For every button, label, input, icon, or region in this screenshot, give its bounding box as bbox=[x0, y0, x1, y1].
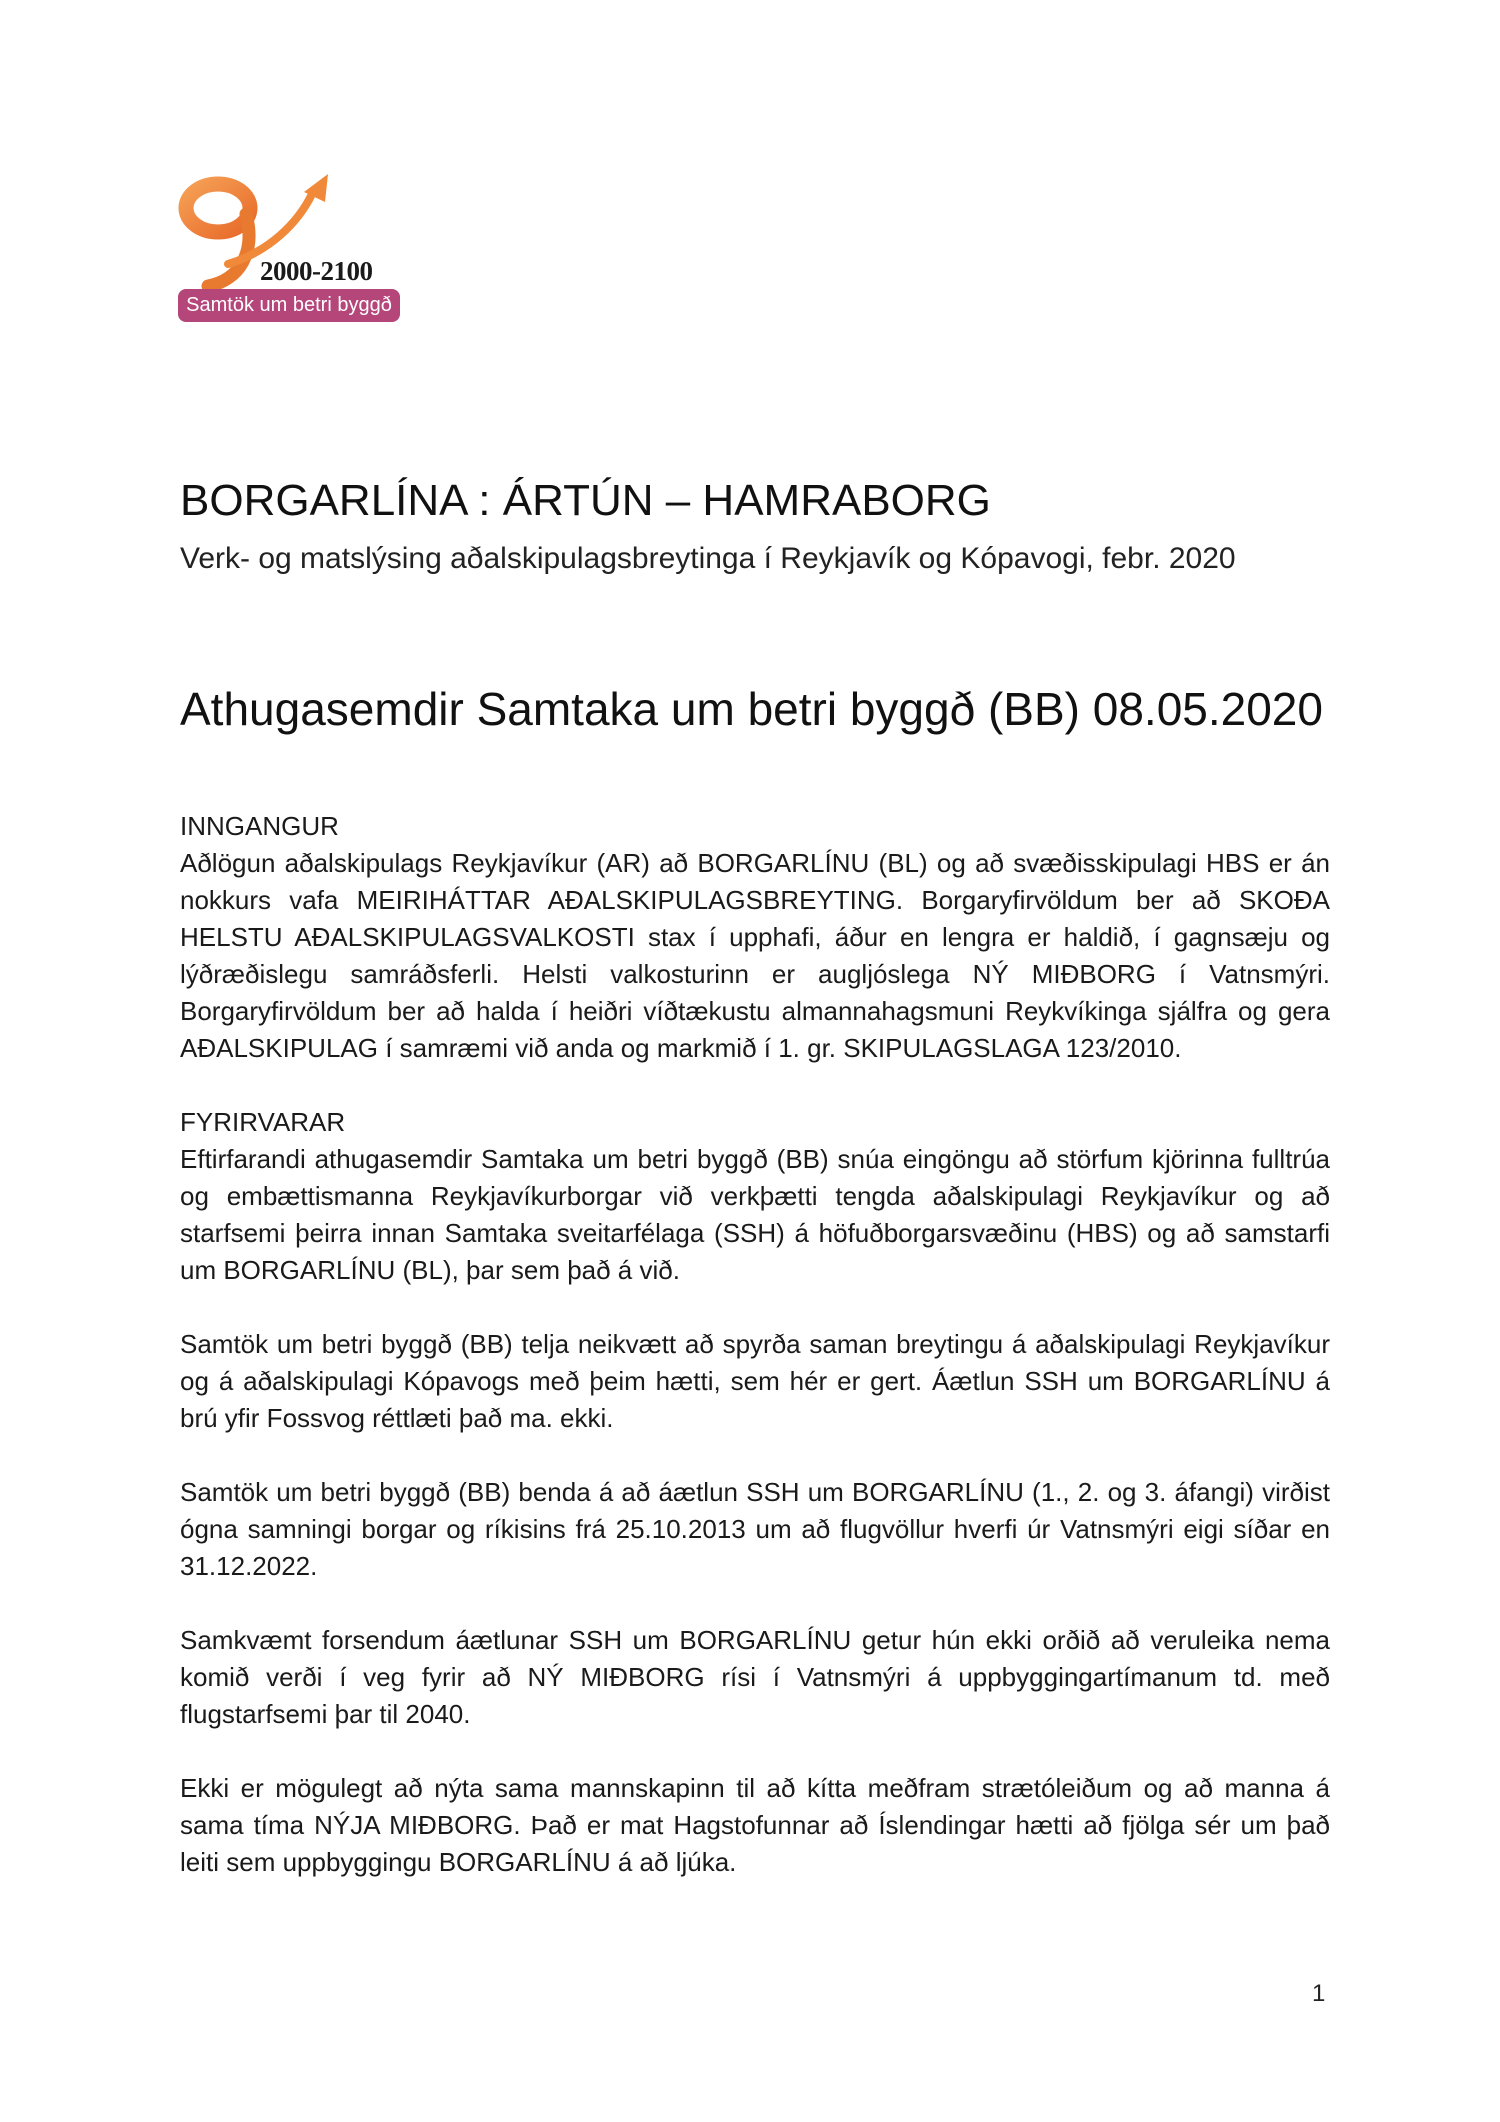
paragraph: Samtök um betri byggð (BB) telja neikvætt að spyrða saman breytingu á aðalskipulagi Reykjavíkur og á aðalskipulagi Kópavogs með þeim hætti, sem hér er gert. Áætlun SSH um BORGARLÍNU á brú yfir Fossvog réttlæti það ma. ekki. bbox=[180, 1329, 1330, 1433]
paragraph: Ekki er mögulegt að nýta sama mannskapinn til að kítta meðfram strætóleiðum og að manna á sama tíma NÝJA MIÐBORG. Það er mat Hagstofunnar að Íslendingar hætti að fjölga sér um það leiti sem uppbyggingu BORGARLÍNU á að ljúka. bbox=[180, 1773, 1330, 1877]
nine-shape bbox=[186, 184, 250, 232]
document-subtitle: Verk- og matslýsing aðalskipulagsbreytinga í Reykjavík og Kópavogi, febr. 2020 bbox=[180, 542, 1236, 575]
paragraph: Eftirfarandi athugasemdir Samtaka um betri byggð (BB) snúa eingöngu að störfum kjörinna fulltrúa og embættismanna Reykjavíkurborgar við verkþætti tengda aðalskipulagi Reykjavíkur og að starfsemi þeirra innan Samtaka sveitarfélaga (SSH) á höfuðborgarsvæðinu (HBS) og að samstarfi um BORGARLÍNU (BL), þar sem það á við. bbox=[180, 1144, 1330, 1285]
document-title: BORGARLÍNA : ÁRTÚN – HAMRABORG bbox=[180, 476, 991, 525]
page-number: 1 bbox=[1312, 1980, 1326, 2007]
logo-years: 2000-2100 bbox=[260, 256, 373, 286]
paragraph: Samtök um betri byggð (BB) benda á að áætlun SSH um BORGARLÍNU (1., 2. og 3. áfangi) virðist ógna samningi borgar og ríkisins frá 25.10.2013 um að flugvöllur hverfi úr Vatnsmýri eigi síðar en 31.12.2022. bbox=[180, 1477, 1330, 1581]
intro-paragraph: Aðlögun aðalskipulags Reykjavíkur (AR) að BORGARLÍNU (BL) og að svæðisskipulagi HBS er án nokkurs vafa MEIRIHÁTTAR AÐALSKIPULAGSBREYTING. Borgaryfirvöldum ber að SKOÐA HELSTU AÐALSKIPULAGSVALKOSTI stax í upphafi, áður en lengra er haldið, í gagnsæju og lýðræðislegu samráðsferli. Helsti valkosturinn er augljóslega NÝ MIÐBORG í Vatnsmýri. Borgaryfirvöldum ber að halda í heiðri víðtækustu almannahagsmuni Reykvíkinga sjálfra og gera AÐALSKIPULAG í samræmi við anda og markmið í 1. gr. SKIPULAGSLAGA 123/2010. bbox=[180, 848, 1330, 1063]
document-body bbox=[180, 808, 1330, 1918]
section-label-intro: INNGANGUR bbox=[180, 811, 339, 841]
section-label-reservations: FYRIRVARAR bbox=[180, 1107, 346, 1137]
organization-logo bbox=[178, 172, 410, 322]
document-heading: Athugasemdir Samtaka um betri byggð (BB) 08.05.2020 bbox=[180, 683, 1323, 735]
logo-org-name: Samtök um betri byggð bbox=[178, 289, 400, 322]
paragraph: Samkvæmt forsendum áætlunar SSH um BORGARLÍNU getur hún ekki orðið að veruleika nema komið verði í veg fyrir að NÝ MIÐBORG rísi í Vatnsmýri á uppbyggingartímanum td. með flugstarfsemi þar til 2040. bbox=[180, 1625, 1330, 1729]
